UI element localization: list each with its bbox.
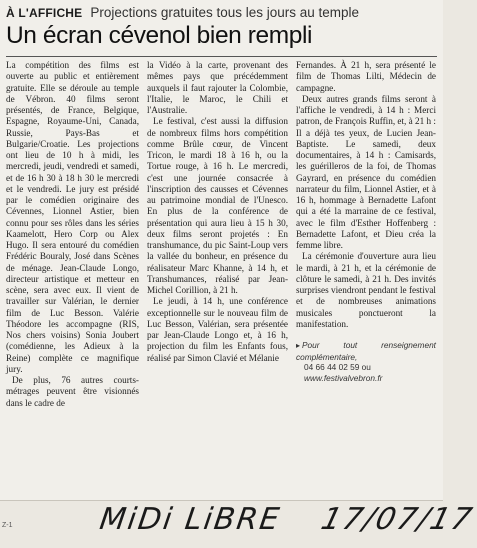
kicker (6, 4, 440, 22)
paragraph: La cérémonie d'ouverture aura lieu le mardi, à 21 h, et la cérémonie de clôture le samedi, à 21 h. Des invités surprises viendront pendant le festival et de nombreuses animations musicales ponctueront la manifestation. (296, 251, 436, 329)
headline-divider (6, 56, 437, 57)
handwritten-date: 17/07/17 (317, 502, 477, 537)
arrow-right-icon: ▸ (296, 341, 301, 350)
info-website: www.festivalvebron.fr (304, 372, 383, 383)
paragraph: Deux autres grands films seront à l'affiche le vendredi, à 14 h : Merci patron, de François Ruffin, et, à 21 h : Il a déjà tes yeux, de Lucien Jean-Baptiste. Le samedi, deux documentaires, à 14 h : Camisards, les guérilleros de la foi, de Thomas Gayrard, en présence du comédien narrateur du film, Lionnel Astier, et à 16 h, hommage à Bernadette Lafont qui a été la marraine de ce festival, avec le film d'Esther Hoffenberg : Bernadette Lafont, et Dieu créa la femme libre. (296, 93, 436, 250)
paragraph: Le festival, c'est aussi la diffusion de nombreux films hors compétition comme Brûle cœur, de Vincent Tricon, le mardi 18 à 16 h, ou la Tortue rouge, à 16 h. Le mercredi, c'est une journée consacrée à l'inscription des causses et Cévennes au patrimoine mondial de l'Unesco. En plus de la conférence de présentation qui aura lieu à 15 h 30, deux films seront projetés : En transhumance, du pic Saint-Loup vers la vallée du bonheur, en présence du réalisateur Marc Khanne, à 14 h, et Transhumances, réalisé par Jean-Michel Corillion, à 21 h. (147, 116, 288, 295)
article-column-2 (147, 60, 288, 492)
clipping-edge (0, 500, 443, 501)
info-box (296, 340, 436, 383)
rubric-label: À L'AFFICHE (6, 6, 83, 20)
paragraph: De plus, 76 autres courts-métrages peuvent être visionnés dans le cadre de (6, 375, 139, 408)
paragraph: Fernandes. À 21 h, sera présenté le film de Thomas Lilti, Médecin de campagne. (296, 60, 436, 93)
article-column-3 (296, 60, 436, 492)
article-subtitle: Projections gratuites tous les jours au temple (90, 5, 360, 20)
handwritten-annotation (97, 502, 477, 546)
paragraph: La compétition des films est ouverte au public et entièrement gratuite. Elle se déroule au temple de Vébron. 40 films seront présentés, de France, Belgique, Espagne, Royaume-Uni, Canada, Russie, Pays-Bas et Bulgarie/Croatie. Les projections ont lieu de 10 h à midi, les mercredi, jeudi, vendredi et samedi, et de 16 h 30 à 18 h 30 le mercredi et le vendredi. Le jury est présidé par le comédien originaire des Cévennes, Lionnel Astier, bien connu pour ses rôles dans les séries Kaamelott, Hero Corp ou Alex Hugo. Il sera entouré du comédien Frédéric Bouraly, José dans Scènes de ménage. Jean-Claude Longo, directeur artistique et metteur en scène, sera avec eux. Il vient de travailler sur Valérian, le dernier film de Luc Besson. Valérie Théodore les accompagne (RIS, Nos chers voisins) Sonia Joubert (comédienne, les Adieux à la Reine) complète ce magnifique jury. (6, 60, 139, 374)
article-headline: Un écran cévenol bien rempli (6, 22, 313, 49)
page-code: Z-1 (2, 522, 13, 529)
info-phone: 04 66 44 02 59 ou (304, 362, 371, 372)
paragraph: Le jeudi, à 14 h, une conférence exceptionnelle sur le nouveau film de Luc Besson, Valérian, sera présentée par Jean-Claude Longo et, à 16 h, projection du film les Enfants fous, réalisé par Simon Clavié et Mélanie (147, 296, 288, 363)
handwritten-source: MiDi LiBRE (97, 502, 284, 537)
paragraph: la Vidéo à la carte, provenant des mêmes pays que précédemment auxquels il faut rajouter la Colombie, l'Italie, le Maroc, le Chili et l'Australie. (147, 60, 288, 115)
article-column-1 (6, 60, 139, 492)
info-lead: Pour tout renseignement complémentaire, (296, 340, 436, 362)
